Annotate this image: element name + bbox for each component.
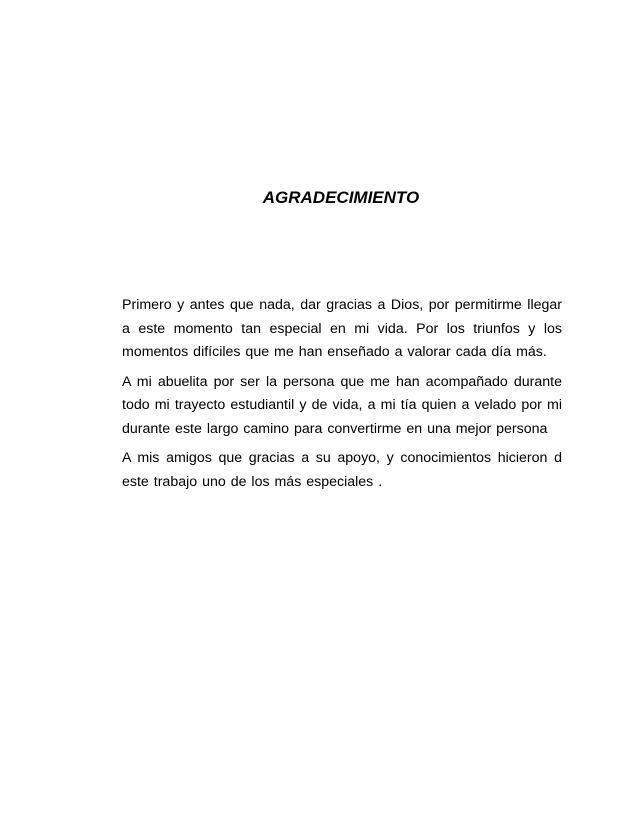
paragraph-gratitude-friends: A mis amigos que gracias a su apoyo, y conocimientos hicieron d este trabajo uno de los más especiales .	[122, 450, 562, 490]
paragraph-gratitude-family: A mi abuelita por ser la persona que me han acompañado durante todo mi trayecto estudiantil y de vida, a mi tía quien a velado por mi durante este largo camino para convertirme en una mejor persona	[122, 373, 562, 437]
page-title: AGRADECIMIENTO	[262, 188, 420, 207]
body-text	[122, 294, 562, 500]
paragraph-gratitude-god: Primero y antes que nada, dar gracias a Dios, por permitirme llegar a este momento tan especial en mi vida. Por los triunfos y los momentos difíciles que me han enseñado a valorar cada día más.	[122, 297, 562, 360]
